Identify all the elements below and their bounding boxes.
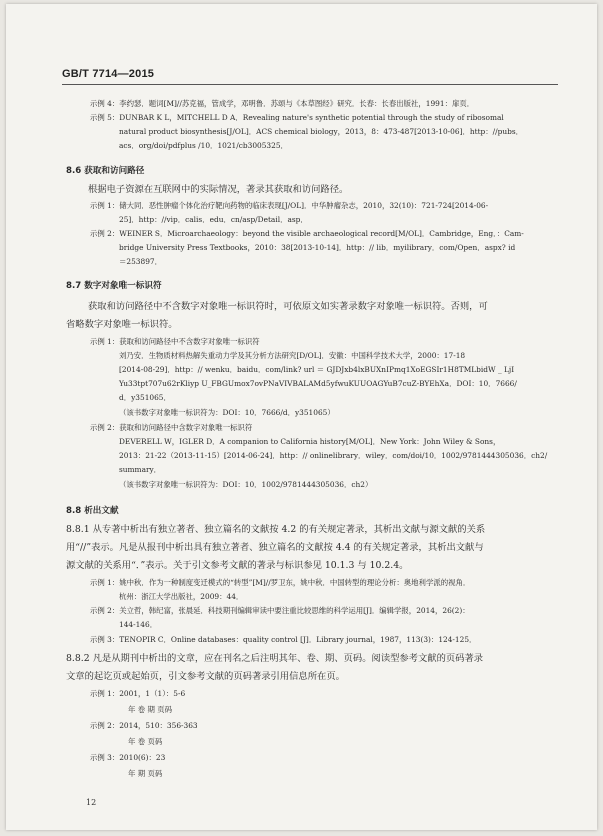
text-line: 示例 2：WEINER S．Microarchaeology：beyond the visible archaeological record[M/OL]．Cambridge，Eng．：Cam- xyxy=(90,229,524,238)
text-line: summary． xyxy=(119,465,162,474)
text-line: 年 卷 页码 xyxy=(128,737,163,746)
section-heading: 8.6 获取和访问路径 xyxy=(66,166,145,176)
text-line: 示例 3：2010(6)：23 xyxy=(90,753,166,762)
text-line: 杭州：浙江大学出版社，2009：44． xyxy=(119,592,244,601)
text-line: 示例 1：获取和访问路径中不含数字对象唯一标识符 xyxy=(90,337,260,346)
text-line: 年 卷 期 页码 xyxy=(128,705,173,714)
text-line: bridge University Press Textbooks，2010：38[2013-10-14]．http：// lib．myilibrary．com/Open．aspx? id xyxy=(119,243,516,252)
text-line: 示例 1：姚中秋．作为一种制度变迁模式的“转型”[M]//罗卫东，姚中秋．中国转型的理论分析：奥地利学派的视角． xyxy=(90,578,471,587)
text-line: natural product biosynthesis[J/OL]．ACS chemical biology，2013，8：473-487[2013-10-06]．http：//pubs． xyxy=(119,127,524,136)
text-line: 2013：21-22（2013-11-15）[2014-06-24]．http：// onlinelibrary．wiley．com/doi/10．1002/9781444305036．ch2/ xyxy=(119,451,548,460)
text-line: 省略数字对象唯一标识符。 xyxy=(66,319,178,330)
text-line: 示例 4：李约瑟．题词[M]//苏克福，管成学，邓明鲁．苏颂与《本草图经》研究．长春：长春出版社，1991：扉页． xyxy=(90,99,475,108)
text-line: （该书数字对象唯一标识符为：DOI：10．7666/d．y351065） xyxy=(119,408,335,417)
text-line: 年 期 页码 xyxy=(128,769,163,778)
text-line: 8.8.2 凡是从期刊中析出的文章，应在刊名之后注明其年、卷、期、页码。阅读型参考文献的页码著录 xyxy=(66,653,484,664)
text-line: 获取和访问路径中不含数字对象唯一标识符时，可依原文如实著录数字对象唯一标识符。否则，可 xyxy=(88,301,488,312)
text-line: 源文献的关系用“．”表示。关于引文参考文献的著录与标识参见 10.1.3 与 10.2.4。 xyxy=(66,560,409,571)
text-line: （该书数字对象唯一标识符为：DOI：10．1002/9781444305036．ch2） xyxy=(119,480,373,489)
standard-header: GB/T 7714—2015 xyxy=(62,68,155,80)
text-line: 示例 2：获取和访问路径中含数字对象唯一标识符 xyxy=(90,423,253,432)
text-line: DEVERELL W，IGLER D．A companion to California history[M/OL]．New York：John Wiley & Sons， xyxy=(119,437,501,446)
text-line: 示例 5：DUNBAR K L，MITCHELL D A．Revealing nature's synthetic potential through the study of ribosomal xyxy=(90,113,504,122)
text-line: Yu33tpt707u62rKliyp U_FBGUmox7ovPNaVIVBALAMd5yfwuKUUOAGYuB7cuZ-BYEhXa．DOI：10．7666/ xyxy=(119,379,517,388)
text-line: [2014-08-29]．http：// wenku．baidu．com/link? url ＝ GJDJxb4lxBUXnIPmq1XoEGSIr1H8TMLbidW _ LjI xyxy=(119,365,515,374)
text-line: 根据电子资源在互联网中的实际情况，著录其获取和访问路径。 xyxy=(88,184,349,195)
text-line: 示例 3：TENOPIR C．Online databases：quality control [J]．Library journal，1987，113(3)：124-125． xyxy=(90,635,477,644)
text-line: 144-146． xyxy=(119,620,158,629)
text-line: 示例 1：储大同．恶性肿瘤个体化治疗靶向药物的临床表现[J/OL]．中华肿瘤杂志，2010，32(10)：721-724[2014-06- xyxy=(90,201,489,210)
text-line: 文章的起讫页或起始页，引文参考文献的页码著录引用信息所在页。 xyxy=(66,671,345,682)
header-rule xyxy=(62,84,558,85)
text-line: ＝253897． xyxy=(119,257,162,266)
text-line: 示例 1：2001，1（1）：5-6 xyxy=(90,689,186,698)
page-number: 12 xyxy=(86,798,97,807)
text-line: 用“//”表示。凡是从报刊中析出具有独立著者、独立篇名的文献按 4.4 的有关规定著录，其析出文献与 xyxy=(66,542,484,553)
section-heading: 8.8 析出文献 xyxy=(66,506,119,516)
text-line: d．y351065． xyxy=(119,393,171,402)
text-line: 8.8.1 从专著中析出有独立著者、独立篇名的文献按 4.2 的有关规定著录，其析出文献与源文献的关系 xyxy=(66,524,486,535)
text-line: 25]．http：//vip．calis．edu．cn/asp/Detail．asp． xyxy=(119,215,308,224)
text-line: 刘乃安．生物质材料热解失重动力学及其分析方法研究[D/OL]．安徽：中国科学技术大学，2000：17-18 xyxy=(119,351,466,360)
text-line: 示例 2：关立哲，韩纪富，张晨延．科技期刊编辑审读中要注重比较思维的科学运用[J]．编辑学报，2014，26(2)： xyxy=(90,606,470,615)
text-line: acs．org/doi/pdfplus /10．1021/cb3005325． xyxy=(119,141,288,150)
text-line: 示例 2：2014，510：356-363 xyxy=(90,721,198,730)
section-heading: 8.7 数字对象唯一标识符 xyxy=(66,281,162,291)
